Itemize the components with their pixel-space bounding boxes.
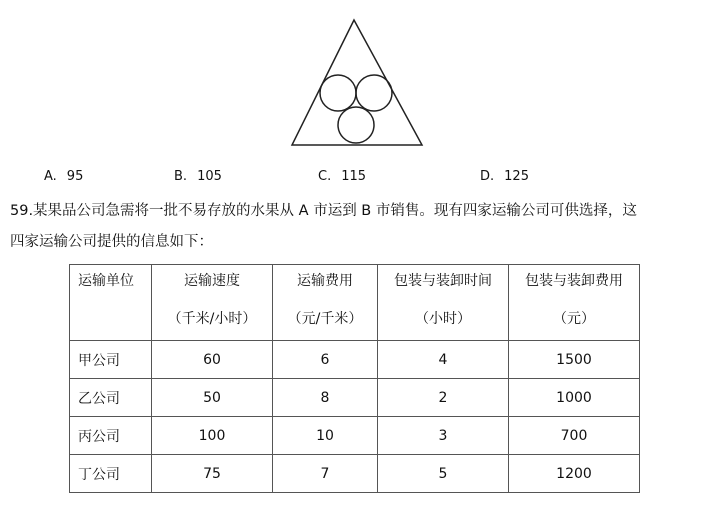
header-pack-time-line2: （小时） <box>415 311 471 327</box>
table-row <box>70 341 640 379</box>
header-company-line1: 运输单位 <box>78 273 134 289</box>
header-cost-line1: 运输费用 <box>297 273 353 289</box>
option-b-letter: B. <box>174 169 188 184</box>
option-b[interactable] <box>174 169 222 184</box>
option-c-value: 115 <box>341 169 367 184</box>
option-d-value: 125 <box>504 169 529 184</box>
header-pack-cost-line1: 包装与装卸费用 <box>525 273 623 289</box>
transport-info-table <box>69 264 640 493</box>
table-header-row <box>70 265 640 341</box>
cell-pack-time: 3 <box>378 417 509 455</box>
option-d[interactable] <box>480 169 529 184</box>
cell-pack-cost: 1200 <box>509 455 640 493</box>
answer-options <box>0 169 718 189</box>
option-a-value: 95 <box>66 169 84 184</box>
header-pack-time-line1: 包装与装卸时间 <box>394 273 492 289</box>
header-cost-line2: （元/千米） <box>287 311 363 327</box>
header-pack-time <box>378 265 509 341</box>
option-a-letter: A. <box>44 169 57 184</box>
cell-cost: 7 <box>273 455 378 493</box>
cell-company: 丙公司 <box>70 417 152 455</box>
option-a[interactable] <box>44 169 83 184</box>
triangle-circles-diagram <box>290 14 430 154</box>
question-line-1: 59.某果品公司急需将一批不易存放的水果从 A 市运到 B 市销售。现有四家运输公司可供选择，这 <box>10 203 637 219</box>
cell-pack-time: 5 <box>378 455 509 493</box>
header-pack-cost <box>509 265 640 341</box>
header-pack-cost-line2: （元） <box>553 311 595 327</box>
circle-bottom <box>338 107 374 143</box>
table-row <box>70 417 640 455</box>
header-company <box>70 265 152 341</box>
cell-speed: 50 <box>152 379 273 417</box>
cell-cost: 6 <box>273 341 378 379</box>
cell-speed: 75 <box>152 455 273 493</box>
cell-pack-cost: 1500 <box>509 341 640 379</box>
question-line-2: 四家运输公司提供的信息如下： <box>10 234 213 250</box>
option-d-letter: D. <box>480 169 495 184</box>
option-c[interactable] <box>318 169 366 184</box>
option-b-value: 105 <box>197 169 222 184</box>
cell-cost: 10 <box>273 417 378 455</box>
header-cost <box>273 265 378 341</box>
header-speed-line2: （千米/小时） <box>167 311 257 327</box>
cell-pack-cost: 700 <box>509 417 640 455</box>
cell-company: 乙公司 <box>70 379 152 417</box>
table-row <box>70 455 640 493</box>
cell-speed: 60 <box>152 341 273 379</box>
cell-cost: 8 <box>273 379 378 417</box>
header-speed-line1: 运输速度 <box>184 273 240 289</box>
circle-left <box>320 75 356 111</box>
cell-pack-time: 2 <box>378 379 509 417</box>
question-text <box>10 196 700 258</box>
table-row <box>70 379 640 417</box>
circle-right <box>356 75 392 111</box>
cell-pack-time: 4 <box>378 341 509 379</box>
option-c-letter: C. <box>318 169 332 184</box>
cell-pack-cost: 1000 <box>509 379 640 417</box>
cell-company: 甲公司 <box>70 341 152 379</box>
cell-speed: 100 <box>152 417 273 455</box>
cell-company: 丁公司 <box>70 455 152 493</box>
triangle-circles-figure <box>290 14 430 154</box>
header-speed <box>152 265 273 341</box>
outer-triangle <box>292 20 422 145</box>
